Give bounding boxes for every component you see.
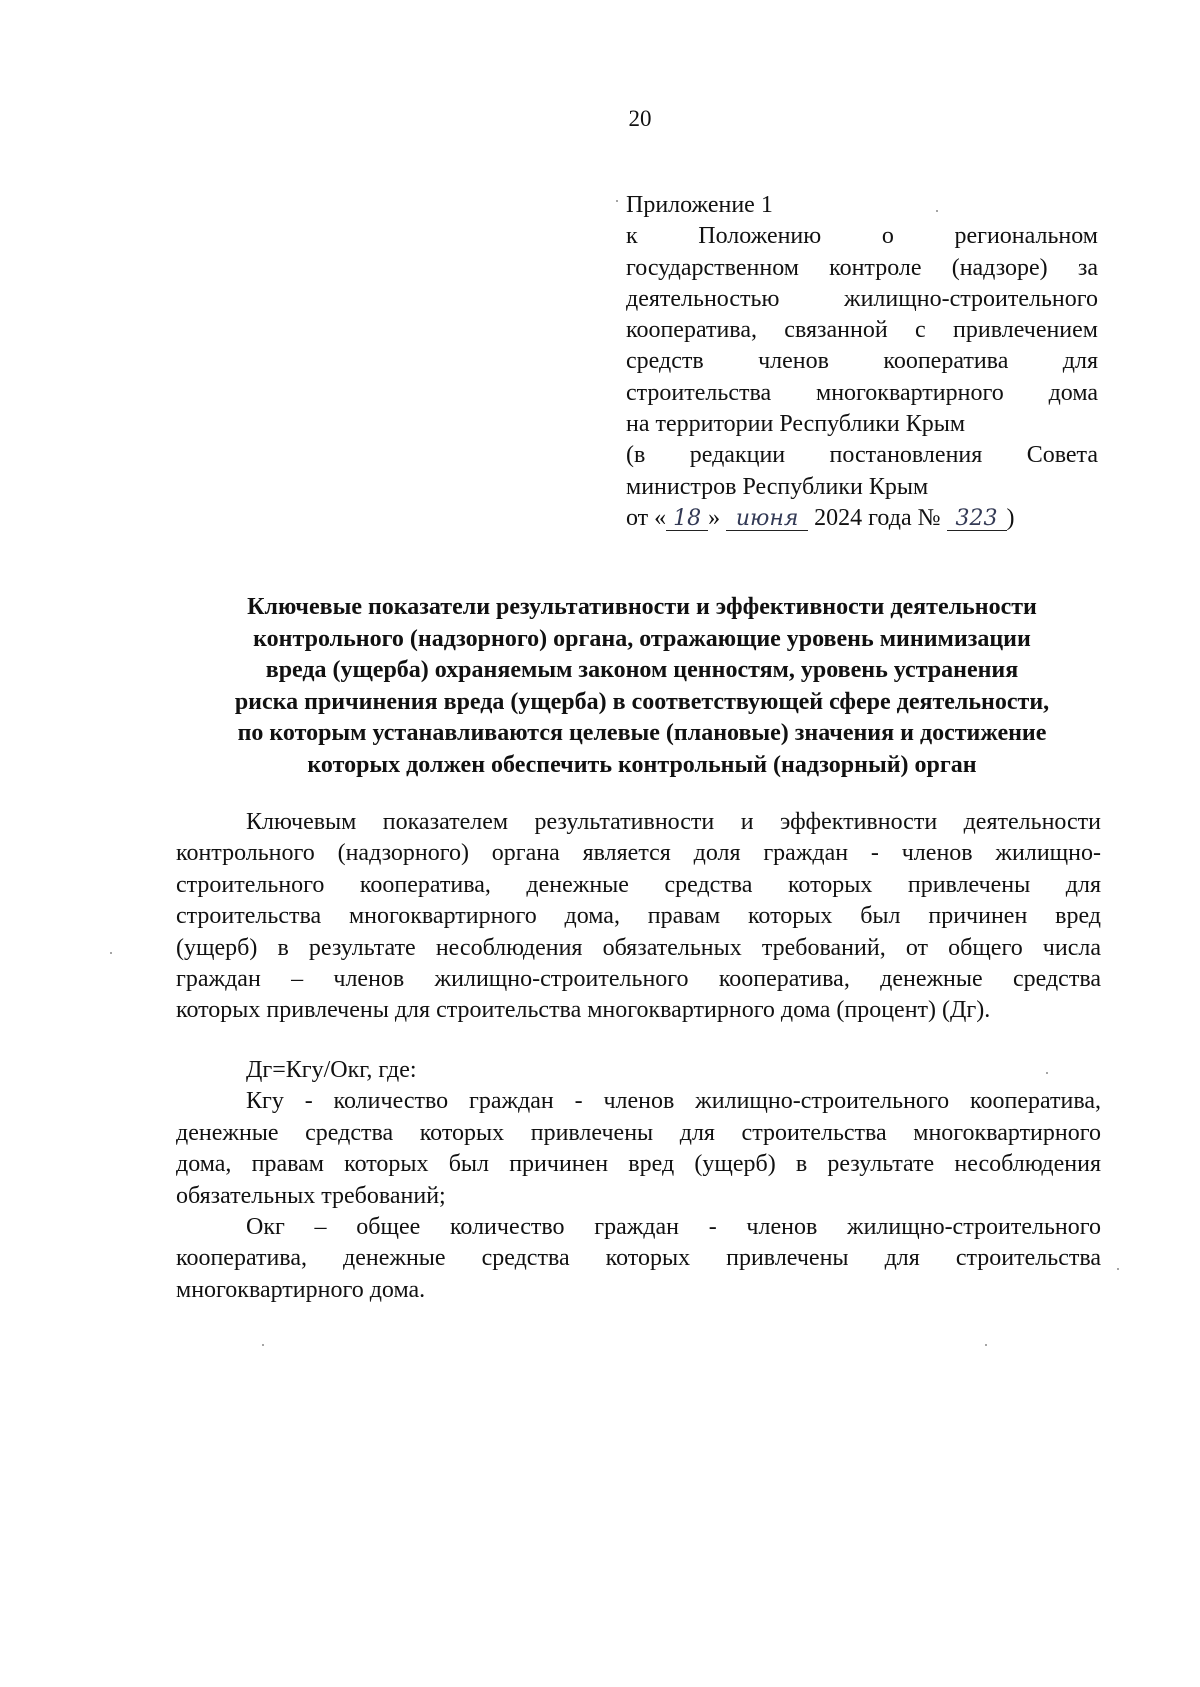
scan-speck: [936, 210, 938, 212]
appendix-line: государственном контроле (надзоре) за: [626, 254, 1098, 281]
paragraph-line: строительного кооператива, денежные средства которых привлечены для: [176, 871, 1101, 898]
document-heading: [168, 592, 1116, 781]
handwritten-day: 18: [666, 508, 708, 531]
heading-line: Ключевые показатели результативности и эффективности деятельности: [247, 594, 1037, 620]
heading-line: по которым устанавливаются целевые (плановые) значения и достижение: [237, 720, 1047, 746]
date-mid: »: [708, 504, 721, 531]
heading-line: вреда (ущерба) охраняемым законом ценностям, уровень устранения: [265, 657, 1019, 683]
okg-definition-line: кооператива, денежные средства которых привлечены для строительства: [176, 1245, 1101, 1272]
scan-speck: [110, 952, 112, 954]
appendix-line: (в редакции постановления Совета: [626, 442, 1098, 469]
appendix-line: министров Республики Крым: [626, 473, 929, 500]
appendix-line: деятельностью жилищно-строительного: [626, 285, 1098, 312]
indicator-paragraph: [176, 807, 1101, 1027]
heading-line: риска причинения вреда (ущерба) в соответствующей сфере деятельности,: [234, 688, 1050, 715]
appendix-line: кооператива, связанной с привлечением: [626, 317, 1098, 344]
paragraph-line: строительства многоквартирного дома, правам которых был причинен вред: [176, 903, 1101, 930]
appendix-block: [626, 190, 1098, 534]
paragraph-line: контрольного (надзорного) органа является доля граждан - членов жилищно-: [176, 840, 1101, 867]
kgu-definition-line: обязательных требований;: [176, 1182, 446, 1209]
scan-speck: [1046, 1072, 1048, 1074]
date-prefix: от «: [626, 504, 667, 531]
kgu-definition-line: денежные средства которых привлечены для строительства многоквартирного: [176, 1119, 1101, 1146]
paragraph-line: которых привлечены для строительства многоквартирного дома (процент) (Дг).: [176, 997, 991, 1024]
appendix-line: к Положению о региональном: [626, 223, 1098, 250]
kgu-definition-line: Кгу - количество граждан - членов жилищно-строительного кооператива,: [246, 1088, 1101, 1115]
scan-speck: [985, 1344, 987, 1346]
appendix-line: средств членов кооператива для: [626, 348, 1098, 375]
okg-definition-line: многоквартирного дома.: [176, 1276, 426, 1303]
heading-line: которых должен обеспечить контрольный (надзорный) орган: [307, 751, 977, 778]
appendix-line: строительства многоквартирного дома: [626, 379, 1098, 406]
kgu-definition-line: дома, правам которых был причинен вред (ущерб) в результате несоблюдения: [176, 1151, 1101, 1178]
paragraph-line: Ключевым показателем результативности и эффективности деятельности: [246, 809, 1101, 835]
paragraph-line: граждан – членов жилищно-строительного кооператива, денежные средства: [176, 966, 1101, 993]
handwritten-number: 323: [947, 508, 1007, 531]
page-number: 20: [628, 106, 652, 131]
scan-speck: [262, 1344, 264, 1346]
okg-definition-line: Окг – общее количество граждан - членов жилищно-строительного: [246, 1214, 1101, 1241]
date-year: 2024 года №: [808, 504, 947, 531]
heading-line: контрольного (надзорного) органа, отражающие уровень минимизации: [253, 625, 1031, 652]
appendix-title: Приложение 1: [626, 192, 773, 218]
date-close: ): [1006, 504, 1015, 531]
paragraph-line: (ущерб) в результате несоблюдения обязательных требований, от общего числа: [176, 934, 1101, 961]
handwritten-month: июня: [726, 508, 808, 531]
scan-speck: [1117, 1268, 1119, 1270]
formula-line: Дг=Кгу/Окг, где:: [246, 1057, 417, 1083]
appendix-date-line: [626, 503, 1098, 534]
scan-speck: [616, 200, 618, 202]
formula-block: [176, 1055, 1101, 1306]
appendix-line: на территории Республики Крым: [626, 411, 966, 438]
